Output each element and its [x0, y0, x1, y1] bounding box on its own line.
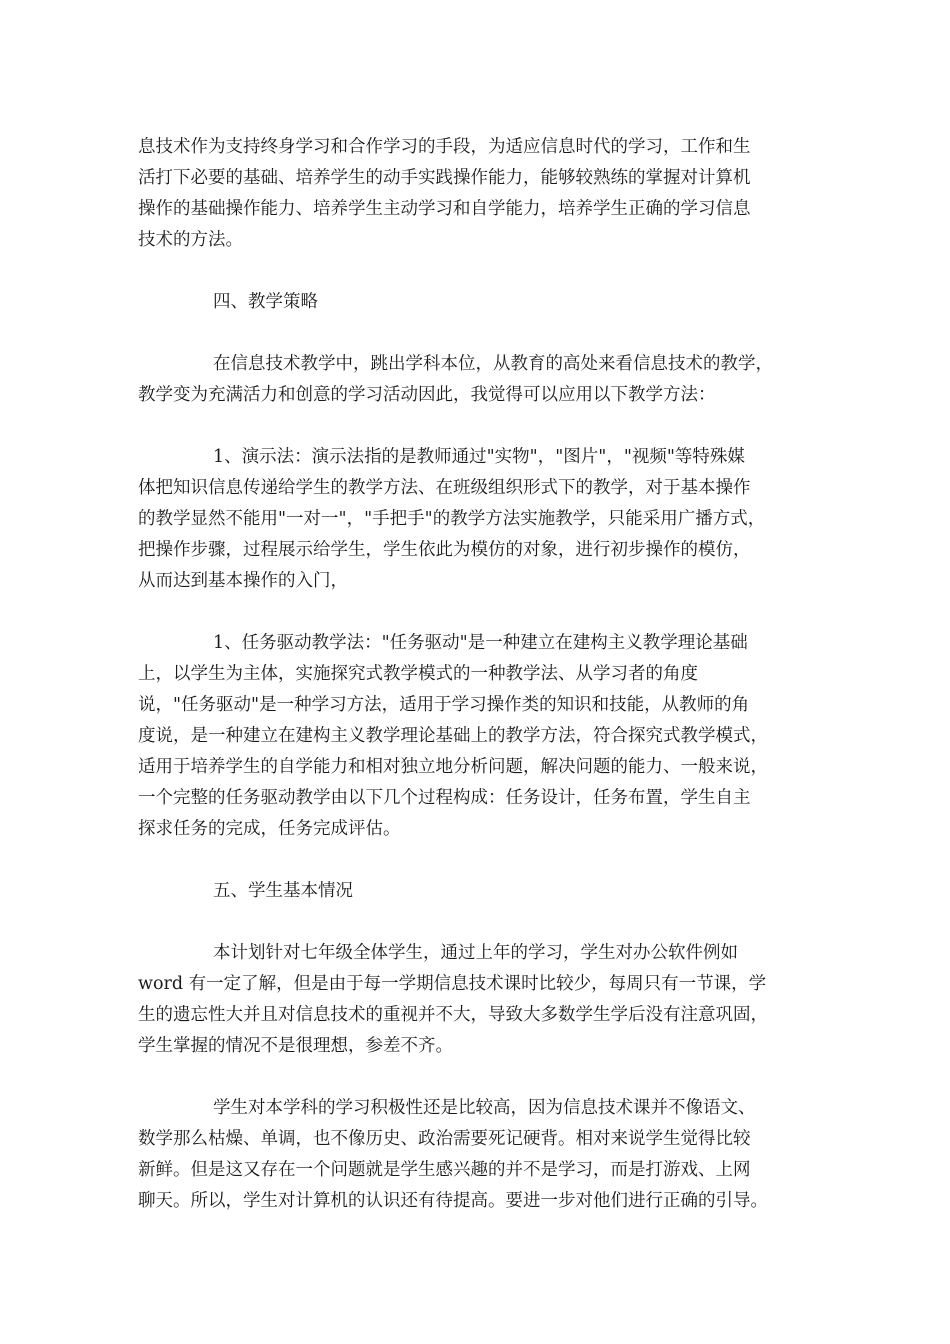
text-line: 技术的方法。 — [138, 230, 243, 250]
paragraph-gap — [138, 256, 828, 287]
paragraph-gap — [138, 597, 828, 628]
paragraph-gap — [138, 318, 828, 349]
heading-text: 五、学生基本情况 — [213, 881, 353, 901]
text-line: 上，以学生为主体，实施探究式教学模式的一种教学法、从学习者的角度 — [138, 664, 698, 684]
paragraph-gap — [138, 907, 828, 938]
text-line: 从而达到基本操作的入门， — [138, 571, 348, 591]
text-line: 生的遗忘性大并且对信息技术的重视并不大，导致大多数学生学后没有注意巩固， — [138, 1005, 768, 1025]
text-line: 体把知识信息传递给学生的教学方法、在班级组织形式下的教学，对于基本操作 — [138, 478, 751, 498]
heading-text: 四、教学策略 — [213, 292, 318, 312]
text-line: 新鲜。但是这又存在一个问题就是学生感兴趣的并不是学习，而是打游戏、上网 — [138, 1160, 751, 1180]
text-line: 息技术作为支持终身学习和合作学习的手段，为适应信息时代的学习，工作和生 — [138, 137, 751, 157]
text-line: 一个完整的任务驱动教学由以下几个过程构成：任务设计，任务布置，学生自主 — [138, 788, 751, 808]
text-line: 操作的基础操作能力、培养学生主动学习和自学能力，培养学生正确的学习信息 — [138, 199, 751, 219]
section-heading-student-situation — [138, 876, 828, 907]
paragraph-gap — [138, 411, 828, 442]
text-line: 聊天。所以，学生对计算机的认识还有待提高。要进一步对他们进行正确的引导。 — [138, 1191, 768, 1211]
text-line: 适用于培养学生的自学能力和相对独立地分析问题，解决问题的能力、一般来说， — [138, 757, 768, 777]
paragraph-gap — [138, 845, 828, 876]
text-line: word 有一定了解，但是由于每一学期信息技术课时比较少，每周只有一节课，学 — [138, 974, 767, 994]
paragraph-task-driven-method — [138, 628, 828, 845]
paragraph-demonstration-method — [138, 442, 828, 597]
text-line: 教学变为充满活力和创意的学习活动因此，我觉得可以应用以下教学方法： — [138, 385, 716, 405]
text-line: 1、任务驱动教学法："任务驱动"是一种建立在建构主义教学理论基础 — [213, 633, 748, 653]
text-line: 数学那么枯燥、单调，也不像历史、政治需要死记硬背。相对来说学生觉得比较 — [138, 1129, 751, 1149]
document-body — [138, 132, 828, 1217]
text-line: 活打下必要的基础、培养学生的动手实践操作能力，能够较熟练的掌握对计算机 — [138, 168, 751, 188]
section-heading-teaching-strategy — [138, 287, 828, 318]
text-line: 把操作步骤，过程展示给学生，学生依此为模仿的对象，进行初步操作的模仿， — [138, 540, 751, 560]
paragraph-student-background — [138, 938, 828, 1062]
text-line: 在信息技术教学中，跳出学科本位，从教育的高处来看信息技术的教学， — [213, 354, 773, 374]
text-line: 本计划针对七年级全体学生，通过上年的学习，学生对办公软件例如 — [213, 943, 738, 963]
text-line: 度说，是一种建立在建构主义教学理论基础上的教学方法，符合探究式教学模式， — [138, 726, 768, 746]
text-line: 1、演示法：演示法指的是教师通过"实物"，"图片"，"视频"等特殊媒 — [213, 447, 745, 467]
text-line: 说，"任务驱动"是一种学习方法，适用于学习操作类的知识和技能，从教师的角 — [138, 695, 750, 715]
paragraph-student-interest — [138, 1093, 828, 1217]
paragraph-goals-continued — [138, 132, 828, 256]
text-line: 的教学显然不能用"一对一"，"手把手"的教学方法实施教学，只能采用广播方式， — [138, 509, 766, 529]
paragraph-strategy-intro — [138, 349, 828, 411]
text-line: 探求任务的完成，任务完成评估。 — [138, 819, 401, 839]
text-line: 学生掌握的情况不是很理想，参差不齐。 — [138, 1036, 453, 1056]
text-line: 学生对本学科的学习积极性还是比较高，因为信息技术课并不像语文、 — [213, 1098, 756, 1118]
paragraph-gap — [138, 1062, 828, 1093]
